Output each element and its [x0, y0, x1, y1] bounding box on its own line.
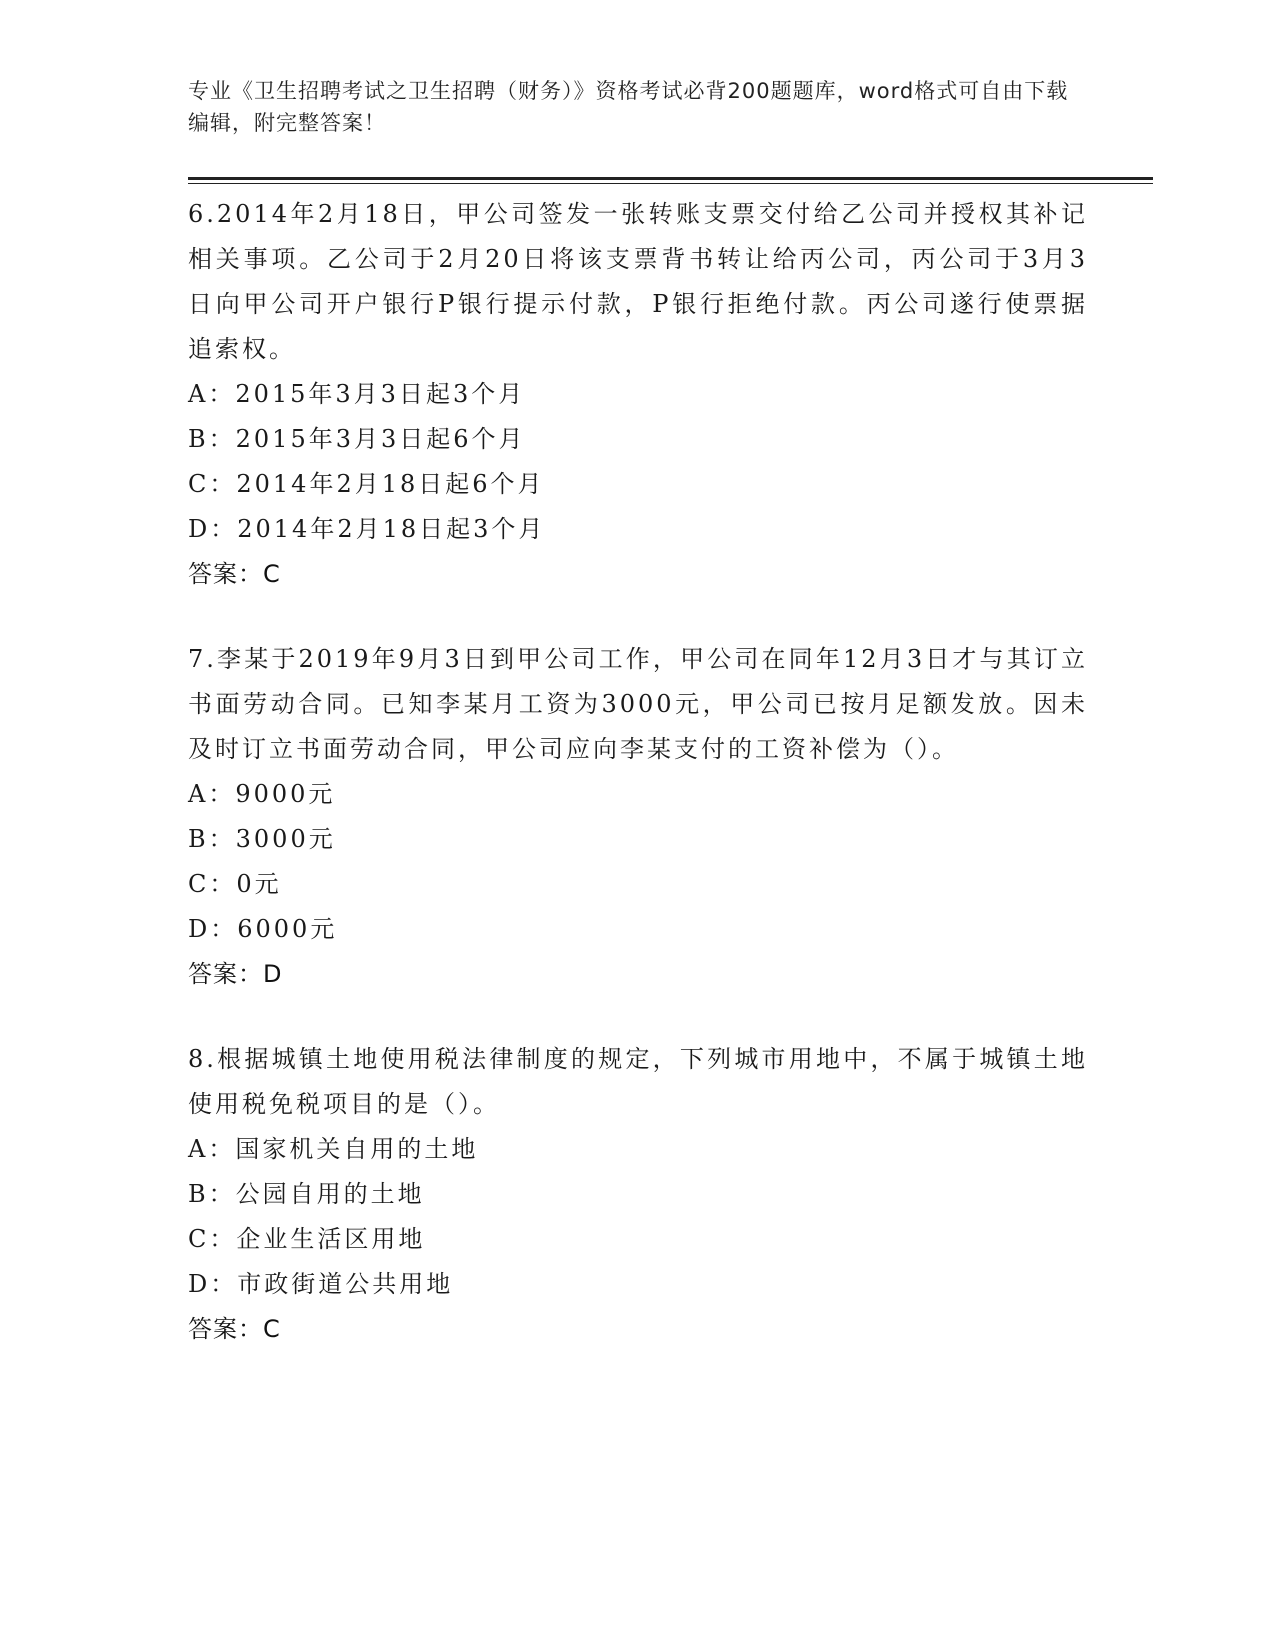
question-list	[188, 192, 1088, 1392]
answer-line: 答案：C	[188, 560, 281, 588]
answer-line: 答案：C	[188, 1315, 281, 1343]
question-7	[188, 637, 1088, 997]
option-list	[188, 372, 1088, 552]
option-c: C：2014年2月18日起6个月	[188, 470, 545, 498]
option-d: D：6000元	[188, 915, 338, 943]
option-d: D：2014年2月18日起3个月	[188, 515, 546, 543]
option-a: A：国家机关自用的土地	[188, 1135, 479, 1163]
option-c: C：企业生活区用地	[188, 1225, 426, 1253]
option-b: B：2015年3月3日起6个月	[188, 425, 526, 453]
question-stem: 7.李某于2019年9月3日到甲公司工作，甲公司在同年12月3日才与其订立书面劳动合同。已知李某月工资为3000元，甲公司已按月足额发放。因未及时订立书面劳动合同，甲公司应向李某支付的工资补偿为（）。	[188, 645, 1088, 763]
option-a: A：9000元	[188, 780, 336, 808]
header-divider-thin	[188, 183, 1153, 184]
option-c: C：0元	[188, 870, 282, 898]
option-d: D：市政街道公共用地	[188, 1270, 454, 1298]
header-divider-thick	[188, 177, 1153, 180]
option-a: A：2015年3月3日起3个月	[188, 380, 526, 408]
option-list	[188, 772, 1088, 952]
document-header: 专业《卫生招聘考试之卫生招聘（财务）》资格考试必背200题题库，word格式可自由下载编辑，附完整答案！	[188, 79, 1069, 135]
option-b: B：3000元	[188, 825, 336, 853]
question-8	[188, 1037, 1088, 1352]
answer-line: 答案：D	[188, 960, 283, 988]
option-list	[188, 1127, 1088, 1307]
question-stem: 6.2014年2月18日，甲公司签发一张转账支票交付给乙公司并授权其补记相关事项。乙公司于2月20日将该支票背书转让给丙公司，丙公司于3月3日向甲公司开户银行P银行提示付款，P银行拒绝付款。丙公司遂行使票据追索权。	[188, 200, 1088, 363]
question-stem: 8.根据城镇土地使用税法律制度的规定，下列城市用地中，不属于城镇土地使用税免税项目的是（）。	[188, 1045, 1088, 1118]
question-6	[188, 192, 1088, 597]
option-b: B：公园自用的土地	[188, 1180, 425, 1208]
